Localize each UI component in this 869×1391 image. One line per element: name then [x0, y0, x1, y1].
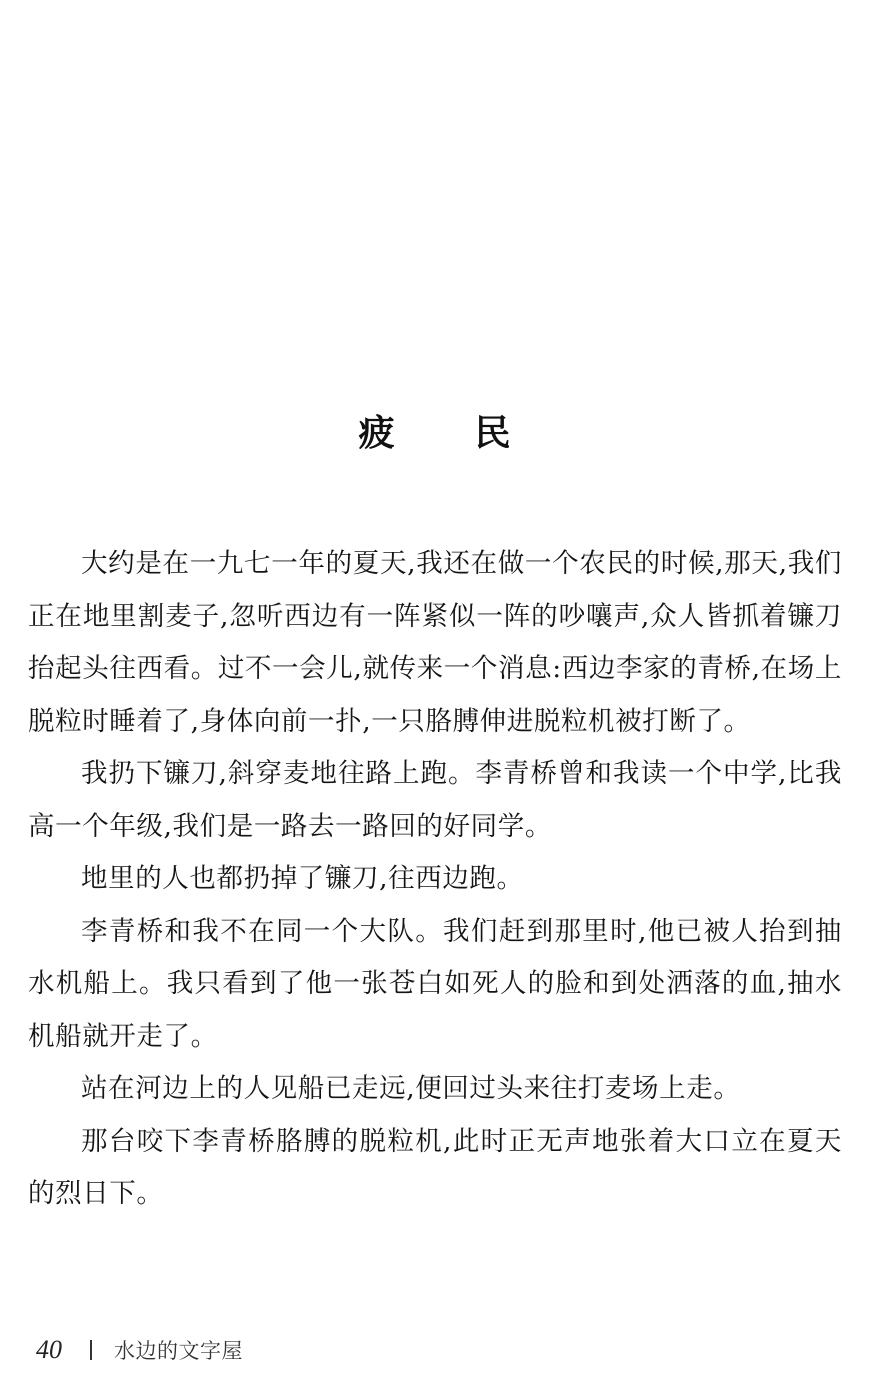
- footer-divider: [90, 1340, 92, 1360]
- page-number: 40: [36, 1335, 62, 1364]
- book-title: 水边的文字屋: [114, 1339, 243, 1363]
- page-footer: [36, 1332, 243, 1368]
- paragraph-1: 大约是在一九七一年的夏天,我还在做一个农民的时候,那天,我们正在地里割麦子,忽听西边有一阵紧似一阵的吵嚷声,众人皆抓着镰刀抬起头往西看。过不一会儿,就传来一个消息:西边李家的青桥,在场上脱粒时睡着了,身体向前一扑,一只胳膊伸进脱粒机被打断了。: [28, 548, 842, 737]
- paragraph-3: 地里的人也都扔掉了镰刀,往西边跑。: [81, 863, 524, 894]
- paragraph-5: 站在河边上的人见船已走远,便回过头来往打麦场上走。: [81, 1073, 741, 1104]
- chapter-title-char-1: 疲: [358, 413, 395, 455]
- paragraph-4: 李青桥和我不在同一个大队。我们赶到那里时,他已被人抬到抽水机船上。我只看到了他一张苍白如死人的脸和到处洒落的血,抽水机船就开走了。: [28, 915, 842, 1052]
- chapter-title: [0, 408, 869, 460]
- paragraph-2: 我扔下镰刀,斜穿麦地往路上跑。李青桥曾和我读一个中学,比我高一个年级,我们是一路去一路回的好同学。: [28, 758, 842, 842]
- chapter-title-char-2: 民: [474, 413, 511, 455]
- paragraph-6: 那台咬下李青桥胳膊的脱粒机,此时正无声地张着大口立在夏天的烈日下。: [28, 1125, 842, 1209]
- chapter-body: [28, 538, 842, 1221]
